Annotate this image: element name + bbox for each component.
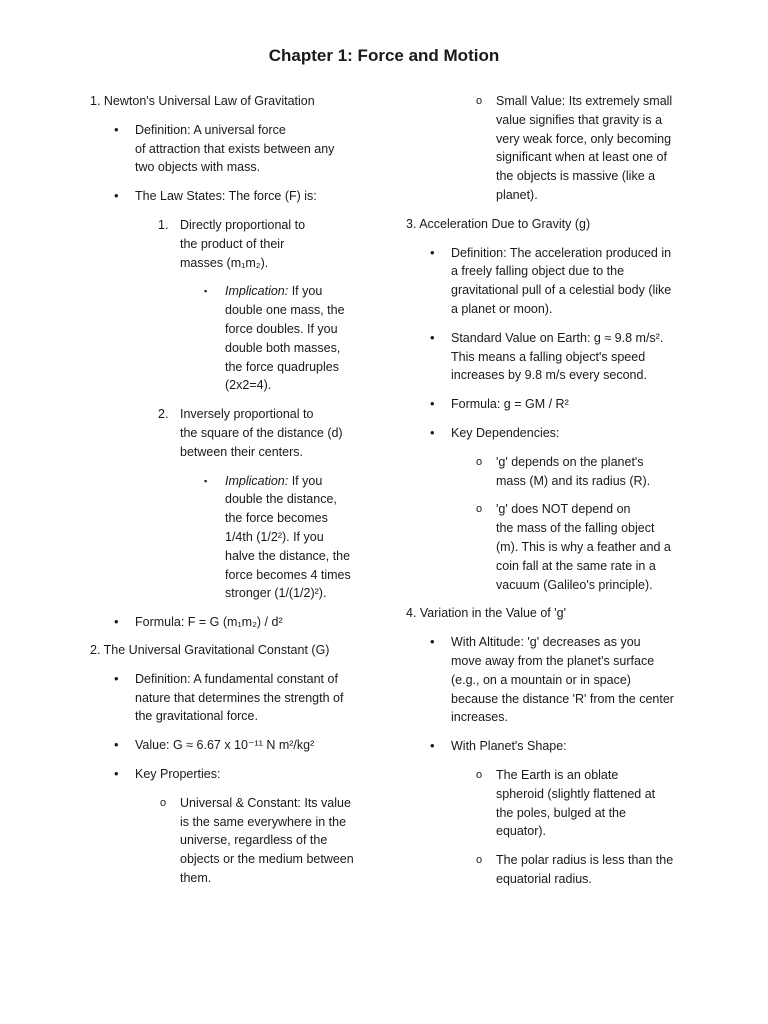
bullet-item: [90, 121, 390, 177]
bullet-marker: •: [430, 244, 435, 260]
bullet-item: [406, 737, 706, 756]
implication-item: [90, 282, 390, 395]
bullet-item: [90, 765, 390, 784]
bullet-text: Definition: A fundamental constant of nature that determines the strength of the gravitational force.: [135, 671, 344, 724]
circle-bullet-marker: o: [476, 768, 483, 781]
section-heading: 3. Acceleration Due to Gravity (g): [406, 216, 591, 231]
number-marker: 1.: [158, 217, 169, 232]
bullet-item: [406, 329, 706, 385]
sub-bullet-item: [406, 92, 706, 205]
sub-bullet-item: [406, 766, 706, 841]
bullet-marker: •: [430, 329, 435, 345]
bullet-item: [406, 244, 706, 319]
bullet-item: [90, 736, 390, 755]
bullet-text: Standard Value on Earth: g ≈ 9.8 m/s². This means a falling object's speed increases by 9.8 m/s every second.: [451, 330, 664, 383]
implication-text: Implication: If you double one mass, the force doubles. If you double both masses, the force quadruples (2x2=4).: [225, 284, 345, 393]
number-marker: 2.: [158, 407, 169, 422]
sub-bullet-text: Universal & Constant: Its value is the same everywhere in the universe, regardless of the objects or the medium between them.: [180, 795, 354, 885]
sub-bullet-item: [406, 851, 706, 889]
bullet-marker: •: [430, 396, 435, 412]
numbered-item: [90, 405, 390, 461]
sub-bullet-text: Small Value: Its extremely small value signifies that gravity is a very weak force, only becoming significant when at least one of the objects is massive (like a planet).: [496, 94, 673, 202]
circle-bullet-marker: o: [476, 854, 483, 867]
bullet-item: [406, 424, 706, 443]
sub-bullet-text: The polar radius is less than the equatorial radius.: [496, 853, 674, 886]
bullet-item: [90, 187, 390, 206]
bullet-text: The Law States: The force (F) is:: [135, 189, 317, 204]
sub-bullet-text: The Earth is an oblate spheroid (slightly flattened at the poles, bulged at the equator).: [496, 767, 656, 839]
implication-item: [90, 472, 390, 604]
bullet-marker: •: [114, 670, 119, 686]
bullet-marker: •: [114, 737, 119, 753]
sub-bullet-text: 'g' does NOT depend on the mass of the falling object (m). This is why a feather and a coin fall at the same rate in a vacuum (Galileo's principle).: [496, 502, 671, 592]
numbered-text: Directly proportional to the product of their masses (m₁m₂).: [180, 217, 306, 270]
bullet-marker: •: [430, 634, 435, 650]
right-column: [406, 92, 706, 889]
section-heading: 4. Variation in the Value of 'g': [406, 606, 566, 621]
bullet-text: Definition: The acceleration produced in a freely falling object due to the gravitational pull of a celestial body (like a planet or moon).: [451, 245, 672, 316]
bullet-item: [406, 395, 706, 414]
circle-bullet-marker: o: [476, 455, 483, 468]
sub-bullet-item: [90, 794, 390, 888]
formula-text: Formula: F = G (m₁m₂) / d²: [135, 615, 283, 630]
square-bullet-marker: ▪: [204, 475, 208, 486]
bullet-text: With Altitude: 'g' decreases as you move away from the planet's surface (e.g., on a mountain or in space) because the distance 'R' from the center increases.: [451, 635, 674, 725]
bullet-text: Key Properties:: [135, 766, 221, 781]
implication-label: Implication:: [225, 473, 289, 488]
formula-text: Formula: g = GM / R²: [451, 397, 569, 412]
circle-bullet-marker: o: [476, 503, 483, 516]
bullet-text: Definition: A universal force of attraction that exists between any two objects with mass.: [135, 122, 335, 175]
bullet-item: [90, 613, 390, 632]
bullet-text: Value: G ≈ 6.67 x 10⁻¹¹ N m²/kg²: [135, 738, 315, 753]
bullet-marker: •: [114, 188, 119, 204]
numbered-item: [90, 216, 390, 272]
bullet-marker: •: [114, 765, 119, 781]
square-bullet-marker: ▪: [204, 286, 208, 297]
circle-bullet-marker: o: [476, 95, 483, 107]
left-column: [90, 92, 390, 888]
circle-bullet-marker: o: [160, 796, 167, 809]
bullet-item: [406, 633, 706, 727]
bullet-marker: •: [430, 738, 435, 754]
implication-label: Implication:: [225, 284, 289, 299]
sub-bullet-item: [406, 453, 706, 491]
section-heading: 2. The Universal Gravitational Constant (G): [90, 642, 330, 657]
bullet-text: With Planet's Shape:: [451, 739, 567, 754]
bullet-marker: •: [114, 614, 119, 630]
bullet-text: Key Dependencies:: [451, 425, 560, 440]
bullet-item: [90, 670, 390, 726]
page-title: Chapter 1: Force and Motion: [268, 46, 500, 65]
sub-bullet-item: [406, 500, 706, 594]
sub-bullet-text: 'g' depends on the planet's mass (M) and its radius (R).: [496, 454, 651, 488]
bullet-marker: •: [114, 121, 119, 137]
implication-text: Implication: If you double the distance, the force becomes 1/4th (1/2²). If you halve the distance, the force becomes 4 times stronger (1/(1/2)²).: [225, 473, 351, 601]
numbered-text: Inversely proportional to the square of the distance (d) between their centers.: [180, 407, 343, 459]
bullet-marker: •: [430, 424, 435, 440]
section-heading: 1. Newton's Universal Law of Gravitation: [90, 94, 315, 108]
